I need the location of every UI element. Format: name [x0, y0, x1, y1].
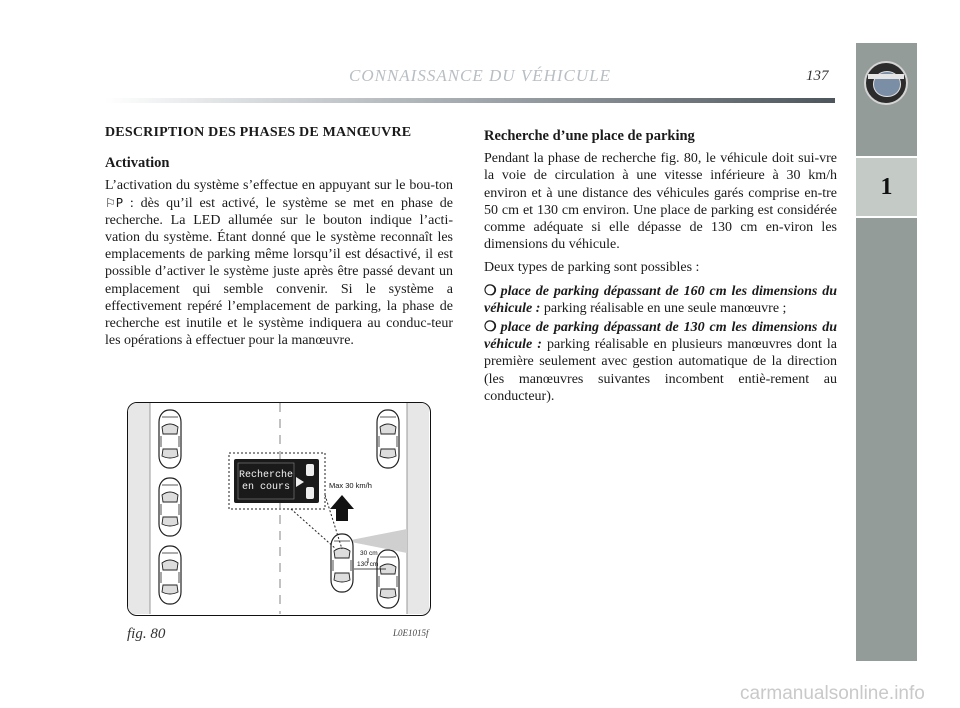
section-heading: DESCRIPTION DES PHASES DE MANŒUVRE [105, 125, 412, 140]
parked-car-left-1 [159, 410, 181, 468]
bullet-lead: place de parking dépassant de 130 cm les dimensions du véhicule : [484, 320, 837, 353]
chapter-tab[interactable]: 1 [856, 156, 917, 218]
activation-text-start: L’activation du système s’effectue en appuyant sur le bou-ton [105, 178, 453, 194]
bullet-icon: ❍ [484, 320, 497, 336]
bullet-icon: ❍ [484, 283, 497, 299]
list-item [484, 283, 837, 317]
distance-label-min: 30 cm [360, 550, 378, 557]
direction-arrow-icon [330, 495, 354, 521]
lancia-logo-icon [864, 61, 908, 105]
bullet-text: parking réalisable en une seule manœuvre ; [540, 300, 787, 316]
footer-watermark[interactable]: carmanualsonline.info [740, 683, 925, 704]
speed-label: Max 30 km/h [329, 481, 372, 490]
running-header: CONNAISSANCE DU VÉHICULE [349, 66, 611, 85]
chapter-sidebar [856, 43, 917, 661]
park-assist-button-icon: ⚐P [105, 195, 123, 210]
figure-caption: fig. 80 [127, 626, 166, 642]
parking-search-figure [127, 402, 431, 616]
display-car-icon [306, 487, 314, 499]
parking-diagram [128, 403, 429, 614]
display-line-1: Recherche [238, 470, 294, 481]
right-column [484, 128, 837, 407]
left-column [105, 124, 453, 355]
figure-code: L0E1015f [393, 628, 429, 638]
activation-paragraph [105, 177, 453, 349]
bullet-lead: place de parking dépassant de 160 cm les dimensions du véhicule : [484, 283, 837, 316]
bullet-text: parking réalisable en plusieurs manœuvres dont la première seulement avec gestion automatique de la direction (les manœuvres suivantes incombent entiè-rement au conducteur). [484, 337, 837, 404]
parked-car-right-2 [377, 550, 399, 608]
parked-car-left-3 [159, 546, 181, 604]
display-line-2: en cours [241, 482, 291, 493]
right-sidewalk [407, 403, 429, 614]
search-paragraph: Pendant la phase de recherche fig. 80, le véhicule doit sui-vre la voie de circulation à une vitesse inférieure à 30 km/h environ et à une distance des véhicules garés comprise en-tre 50 cm et 130 cm environ. Une place de parking est considérée comme adéquate si elle dépasse de 130 cm en-viron les dimensions du véhicule. [484, 151, 837, 253]
activation-heading: Activation [105, 155, 170, 172]
list-item [484, 319, 837, 405]
parked-car-left-2 [159, 478, 181, 536]
logo-bar [868, 74, 904, 79]
page-number: 137 [806, 68, 829, 84]
header-rule [105, 98, 835, 103]
types-intro: Deux types de parking sont possibles : [484, 260, 700, 276]
moving-car [331, 534, 353, 592]
parked-car-right-1 [377, 410, 399, 468]
left-sidewalk [128, 403, 150, 614]
activation-text-end: : dès qu’il est activé, le système se met en phase de recherche. La LED allumée sur le bouton indique l’acti-vation du système. Étant donné que le système reconnaît les emplacements de parking même lorsqu’il est désactivé, il est possible d’activer le système juste après être passé devant un emplacement qui semble convenir. Si le système a effectivement repéré l’emplacement de parking, la phase de recherche est inutile et le système indiquera au conduc-teur les opérations à effectuer pour la manœuvre. [105, 195, 454, 349]
display-car-icon [306, 464, 314, 476]
search-heading: Recherche d’une place de parking [484, 128, 695, 144]
distance-label-max: 130 cm [357, 561, 379, 568]
